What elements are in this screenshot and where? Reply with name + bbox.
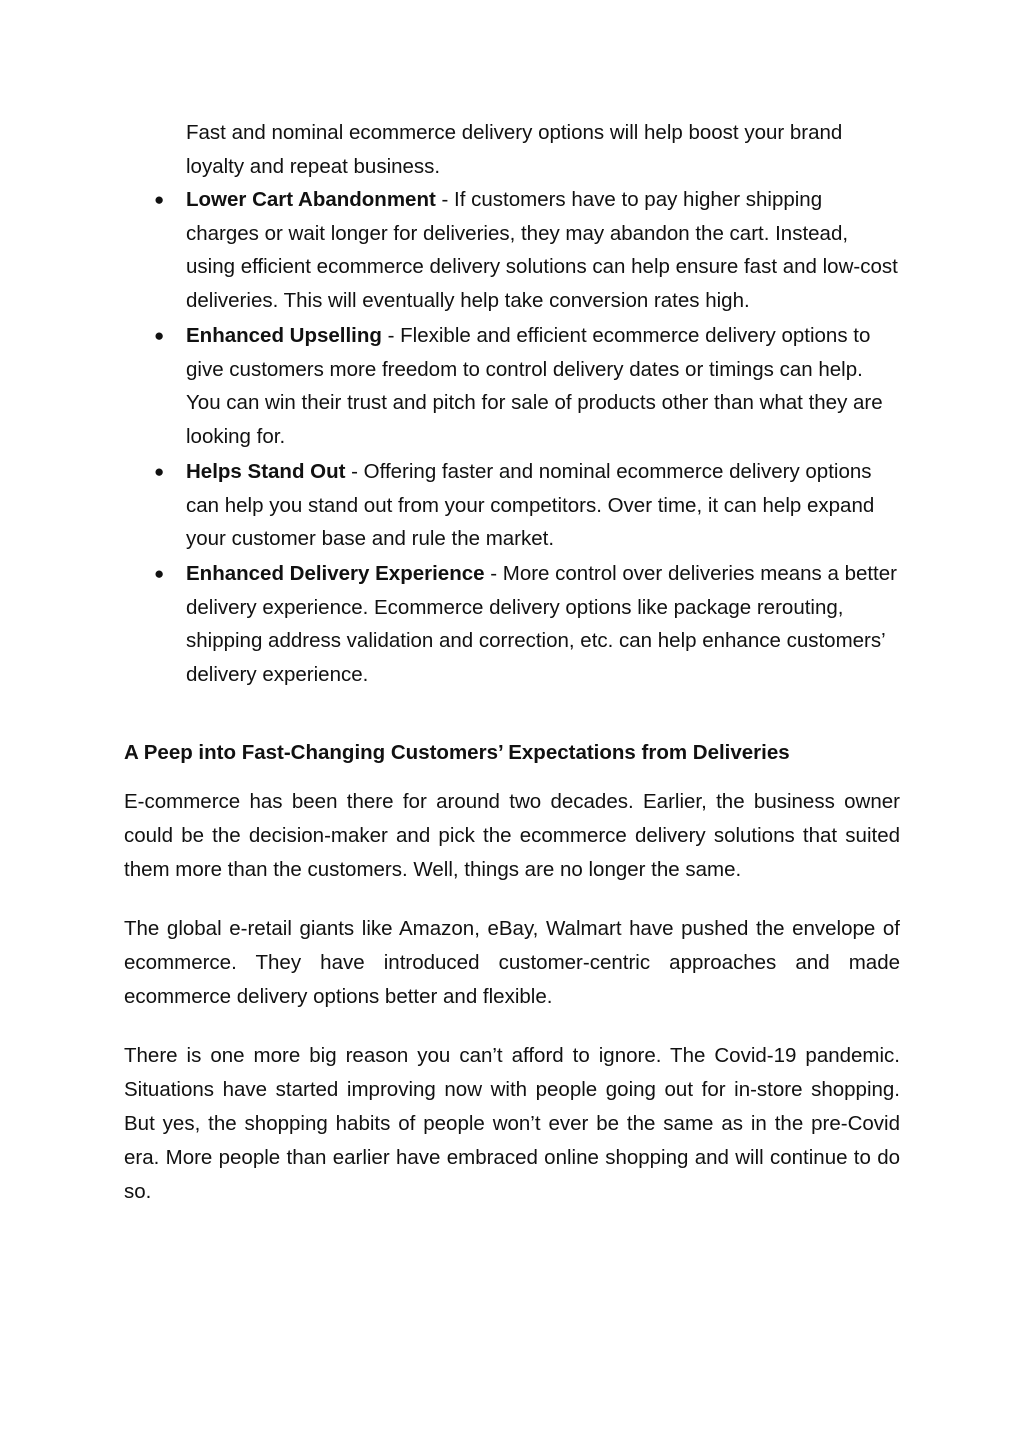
list-item-text: - Flexible and efficient ecommerce delivery options to give customers more freedom to control delivery dates or timings can help. You can win their trust and pitch for sale of products other than what they are looking for. bbox=[186, 324, 883, 448]
list-item bbox=[124, 183, 900, 317]
continuation-text: Fast and nominal ecommerce delivery options will help boost your brand loyalty and repeat business. bbox=[186, 121, 843, 178]
body-paragraph: E-commerce has been there for around two decades. Earlier, the business owner could be the decision-maker and pick the ecommerce delivery solutions that suited them more than the customers. Well, things are no longer the same. bbox=[124, 789, 900, 881]
list-item-title: Enhanced Delivery Experience bbox=[186, 562, 485, 586]
bullet-icon: ● bbox=[154, 190, 165, 210]
list-item-title: Helps Stand Out bbox=[186, 459, 346, 483]
list-item-title: Enhanced Upselling bbox=[186, 324, 382, 348]
list-item-text: - Offering faster and nominal ecommerce delivery options can help you stand out from your competitors. Over time, it can help expand your customer base and rule the market. bbox=[186, 459, 875, 551]
bullet-icon: ● bbox=[154, 461, 165, 481]
list-item-text: - If customers have to pay higher shipping charges or wait longer for deliveries, they may abandon the cart. Instead, using efficient ecommerce delivery solutions can help ensure fast and low-cost deliveries. This will eventually help take conversion rates high. bbox=[186, 188, 898, 312]
list-item bbox=[124, 319, 900, 453]
list-item bbox=[124, 455, 900, 556]
list-item-title: Lower Cart Abandonment bbox=[186, 188, 436, 212]
document-page bbox=[124, 116, 900, 1209]
list-item bbox=[124, 557, 900, 691]
body-paragraph: There is one more big reason you can’t afford to ignore. The Covid-19 pandemic. Situations have started improving now with people going out for in-store shopping. But yes, the shopping habits of people won’t ever be the same as in the pre-Covid era. More people than earlier have embraced online shopping and will continue to do so. bbox=[124, 1043, 900, 1203]
bullet-icon: ● bbox=[154, 564, 165, 584]
benefits-list bbox=[124, 183, 900, 691]
list-item-text: - More control over deliveries means a better delivery experience. Ecommerce delivery options like package rerouting, shipping address validation and correction, etc. can help enhance customers’ delivery experience. bbox=[186, 562, 897, 686]
body-paragraph: The global e-retail giants like Amazon, eBay, Walmart have pushed the envelope of ecommerce. They have introduced customer-centric approaches and made ecommerce delivery options better and flexible. bbox=[124, 916, 900, 1008]
section-heading: A Peep into Fast-Changing Customers’ Expectations from Deliveries bbox=[124, 740, 790, 764]
bullet-icon: ● bbox=[154, 326, 165, 346]
